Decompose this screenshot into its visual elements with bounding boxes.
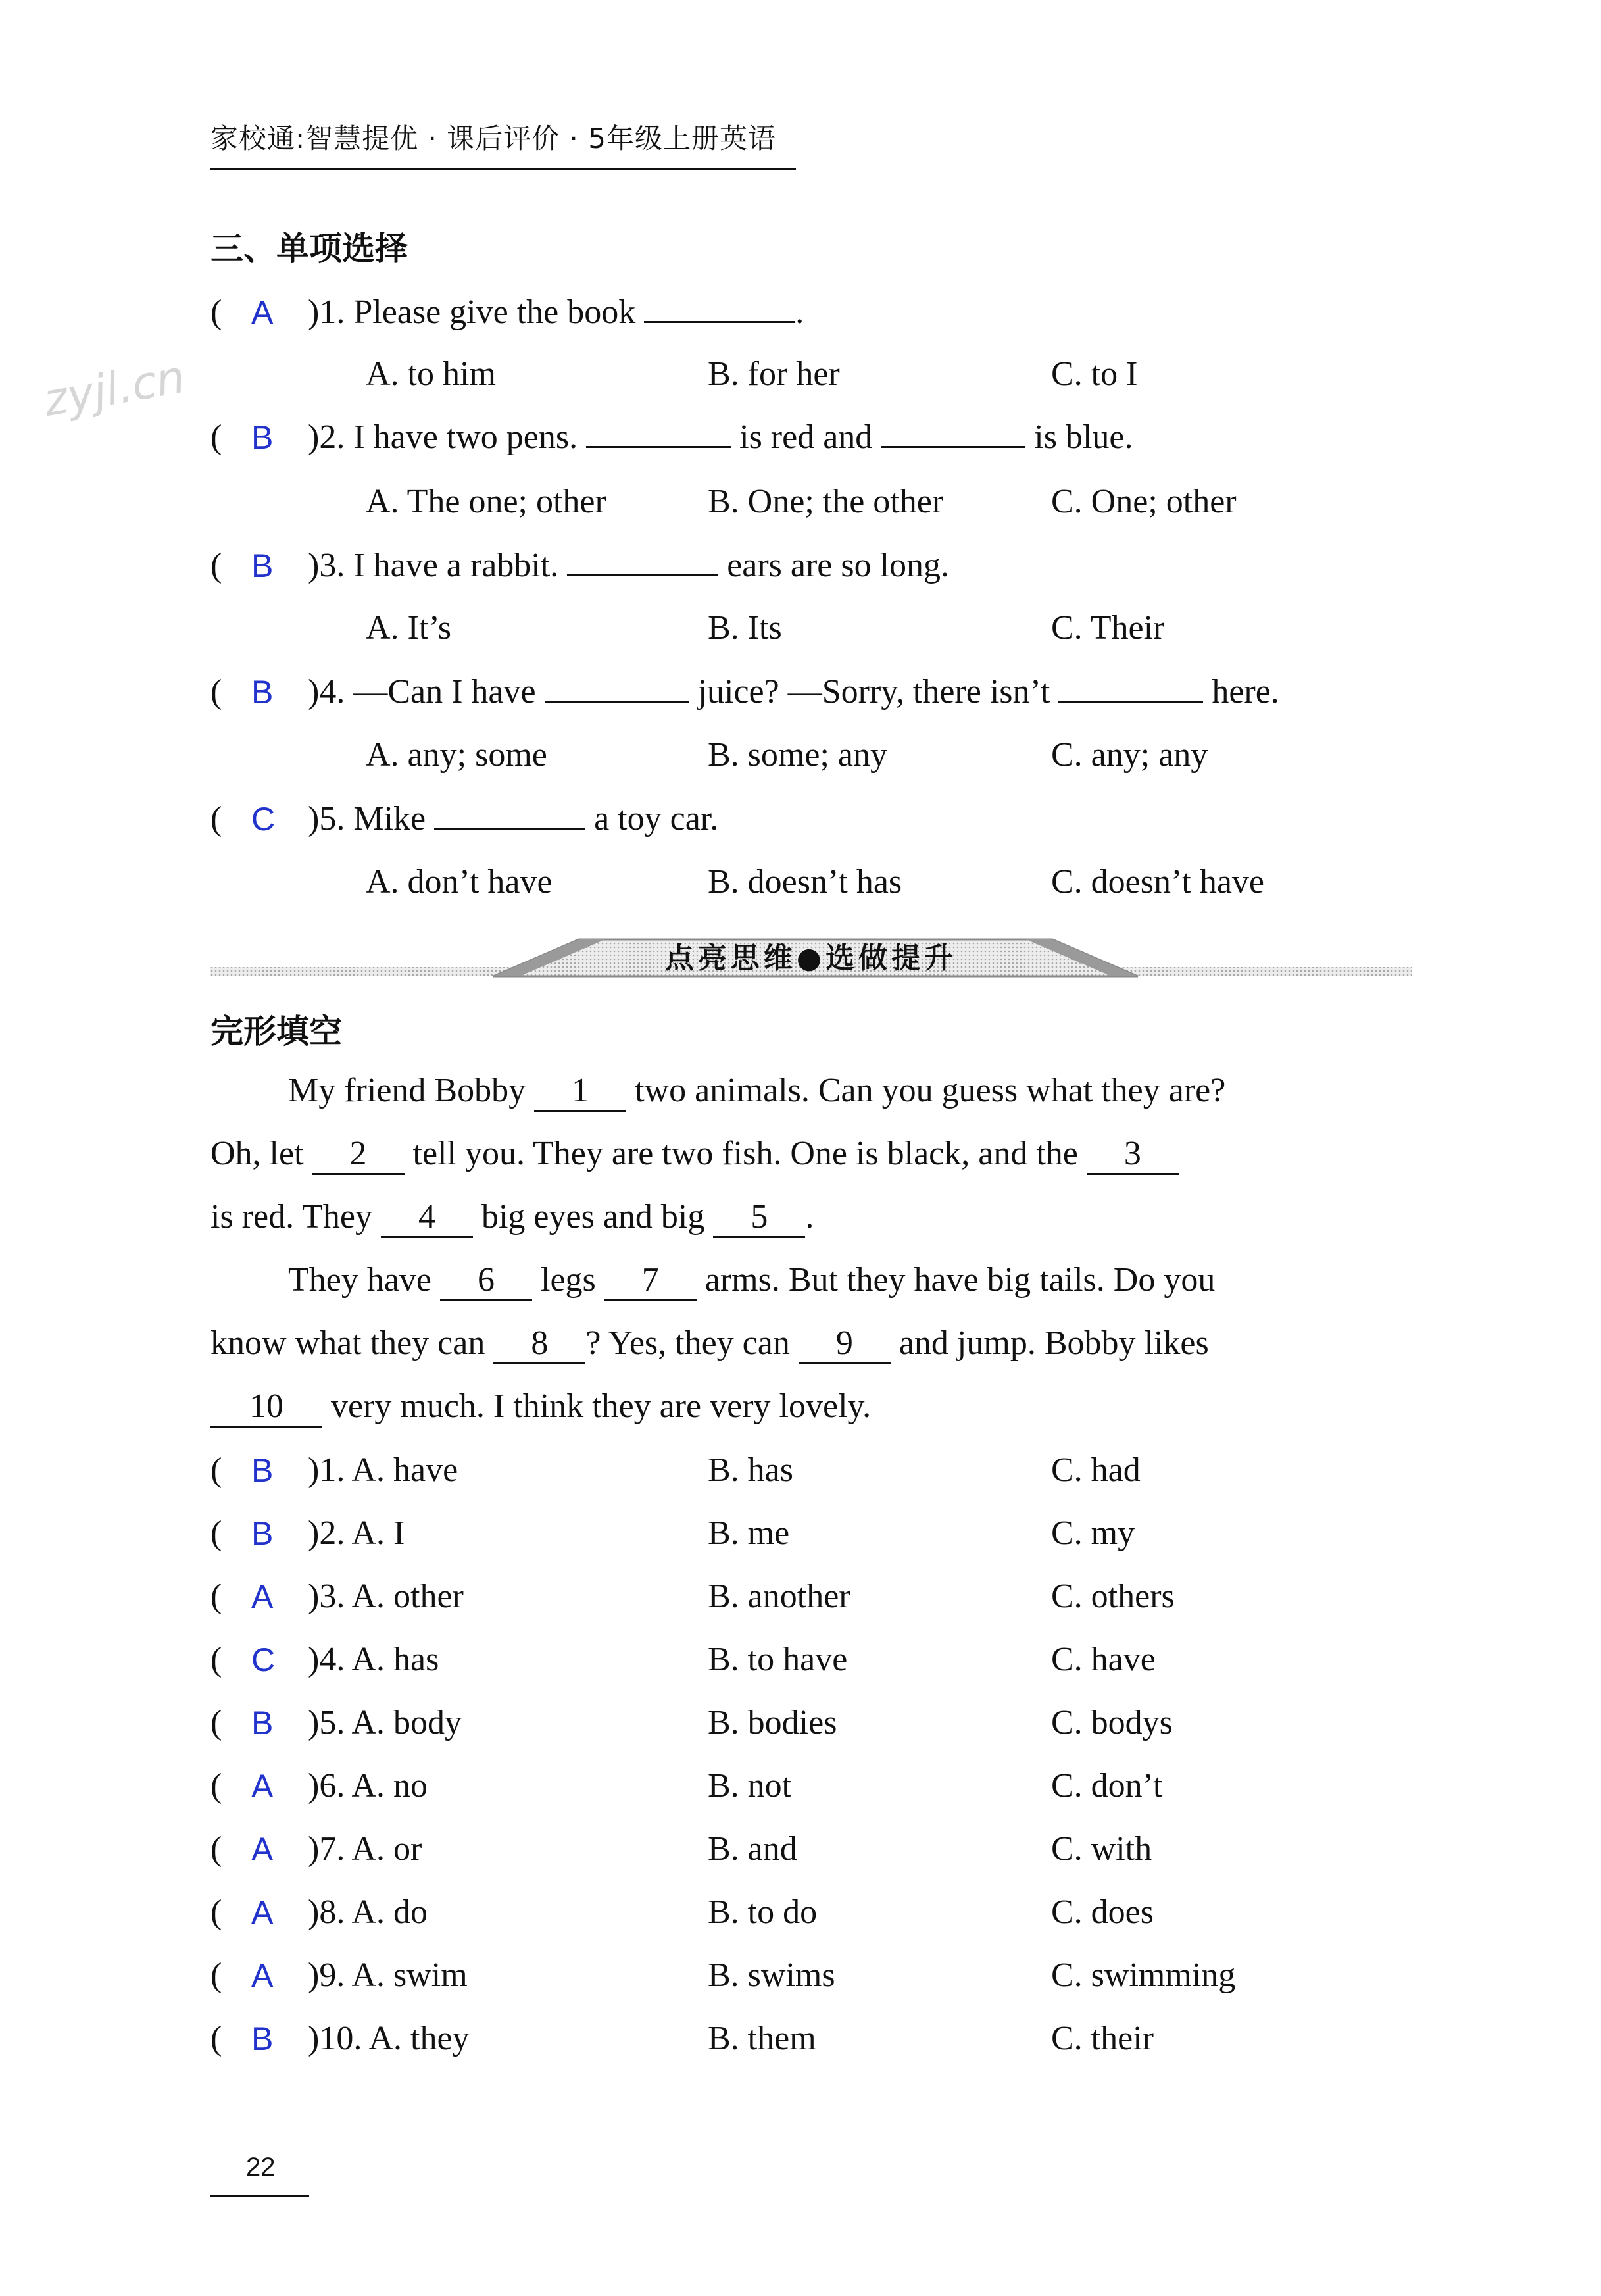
- option-a: A. any; some: [366, 736, 547, 774]
- option-a: A. The one; other: [366, 483, 606, 520]
- option-c: C. swimming: [1051, 1957, 1236, 1994]
- option-c: C. have: [1051, 1641, 1156, 1678]
- question-text: )4. —Can I have juice? —Sorry, there isn’t here.: [308, 662, 1279, 722]
- option-a: )5. A. body: [308, 1704, 462, 1741]
- cloze-blank: 6: [440, 1261, 532, 1301]
- question-text: )1. Please give the book .: [308, 283, 804, 342]
- answer-blank: [567, 540, 718, 576]
- option-b: B. me: [708, 1514, 790, 1552]
- section-banner: [210, 930, 1412, 987]
- answer-blank: [1058, 666, 1203, 703]
- section-title-cloze: 完形填空: [210, 1012, 342, 1051]
- option-b: B. doesn’t has: [708, 863, 902, 901]
- watermark: zyjl.cn: [39, 351, 189, 428]
- paren-open: (: [210, 1451, 222, 1489]
- answer-letter: B: [251, 1515, 274, 1552]
- option-c: C. Their: [1051, 609, 1165, 647]
- passage-line: Oh, let 2 tell you. They are two fish. One is black, and the 3: [210, 1122, 1179, 1185]
- option-c: C. bodys: [1051, 1704, 1173, 1741]
- answer-blank: [545, 666, 689, 703]
- answer-letter: A: [251, 1831, 274, 1868]
- option-b: B. and: [708, 1830, 797, 1868]
- option-b: B. them: [708, 2020, 816, 2057]
- answer-letter: B: [251, 547, 274, 584]
- option-c: C. my: [1051, 1514, 1135, 1552]
- section-title-single-choice: 三、单项选择: [210, 230, 408, 268]
- option-b: B. bodies: [708, 1704, 837, 1741]
- option-c: C. to I: [1051, 355, 1138, 393]
- option-a: )4. A. has: [308, 1641, 439, 1678]
- option-b: B. has: [708, 1451, 793, 1489]
- option-b: B. Its: [708, 609, 782, 647]
- option-b: B. swims: [708, 1957, 835, 1994]
- option-a: )9. A. swim: [308, 1957, 468, 1994]
- paren-open: (: [210, 1514, 222, 1552]
- paren-open: (: [210, 547, 222, 584]
- option-c: C. their: [1051, 2020, 1154, 2057]
- paren-open: (: [210, 1957, 222, 1994]
- paren-open: (: [210, 800, 222, 837]
- answer-letter: C: [251, 1641, 276, 1678]
- cloze-blank: 8: [493, 1324, 585, 1364]
- cloze-blank: 10: [210, 1387, 322, 1428]
- passage-line: know what they can 8 ? Yes, they can 9 and jump. Bobby likes: [210, 1312, 1209, 1375]
- option-b: B. for her: [708, 355, 840, 393]
- answer-blank: [586, 412, 731, 448]
- answer-blank: [644, 287, 795, 323]
- paren-open: (: [210, 2020, 222, 2057]
- question-text: )3. I have a rabbit. ears are so long.: [308, 536, 949, 595]
- cloze-blank: 9: [799, 1324, 891, 1364]
- passage-line: 10 very much. I think they are very lovely.: [210, 1375, 871, 1438]
- option-a: A. It’s: [366, 609, 451, 647]
- option-c: C. don’t: [1051, 1767, 1163, 1805]
- paren-open: (: [210, 1641, 222, 1678]
- option-a: )1. A. have: [308, 1451, 458, 1489]
- answer-letter: B: [251, 1452, 274, 1489]
- answer-letter: A: [251, 294, 274, 331]
- option-b: B. One; the other: [708, 483, 944, 520]
- option-c: C. doesn’t have: [1051, 863, 1264, 901]
- option-a: A. to him: [366, 355, 496, 393]
- cloze-blank: 3: [1087, 1135, 1179, 1175]
- cloze-blank: 5: [713, 1198, 805, 1238]
- answer-letter: A: [251, 1578, 274, 1615]
- answer-letter: A: [251, 1894, 274, 1931]
- answer-letter: A: [251, 1957, 274, 1994]
- option-b: B. to do: [708, 1893, 818, 1931]
- answer-letter: C: [251, 801, 276, 837]
- option-c: C. with: [1051, 1830, 1152, 1868]
- option-c: C. had: [1051, 1451, 1141, 1489]
- passage-line: is red. They 4 big eyes and big 5 .: [210, 1185, 814, 1249]
- header-divider: [210, 168, 796, 170]
- option-c: C. any; any: [1051, 736, 1208, 774]
- option-a: )3. A. other: [308, 1578, 464, 1615]
- passage-line: My friend Bobby 1 two animals. Can you guess what they are?: [288, 1059, 1225, 1122]
- question-text: )5. Mike a toy car.: [308, 789, 718, 849]
- passage-line: They have 6 legs 7 arms. But they have big tails. Do you: [288, 1249, 1215, 1312]
- option-a: )8. A. do: [308, 1893, 428, 1931]
- paren-open: (: [210, 673, 222, 711]
- option-b: B. to have: [708, 1641, 848, 1678]
- paren-open: (: [210, 1578, 222, 1615]
- option-c: C. One; other: [1051, 483, 1237, 520]
- cloze-blank: 4: [381, 1198, 473, 1238]
- banner-title: 点亮思维●选做提升: [664, 941, 958, 975]
- option-b: B. another: [708, 1578, 850, 1615]
- option-c: C. others: [1051, 1578, 1175, 1615]
- answer-letter: B: [251, 1705, 274, 1741]
- paren-open: (: [210, 1767, 222, 1805]
- paren-open: (: [210, 1893, 222, 1931]
- cloze-blank: 7: [604, 1261, 697, 1301]
- page-number-rule: [210, 2195, 309, 2197]
- paren-open: (: [210, 1704, 222, 1741]
- paren-open: (: [210, 293, 222, 331]
- question-text: )2. I have two pens. is red and is blue.: [308, 408, 1133, 467]
- page-number: 22: [246, 2153, 276, 2182]
- option-c: C. does: [1051, 1893, 1154, 1931]
- answer-letter: A: [251, 1768, 274, 1805]
- answer-blank: [434, 793, 585, 830]
- option-a: )10. A. they: [308, 2020, 470, 2057]
- answer-letter: B: [251, 419, 274, 456]
- option-b: B. some; any: [708, 736, 887, 774]
- paren-open: (: [210, 418, 222, 456]
- cloze-blank: 1: [534, 1072, 626, 1112]
- option-a: )2. A. I: [308, 1514, 405, 1552]
- option-a: )6. A. no: [308, 1767, 428, 1805]
- paren-open: (: [210, 1830, 222, 1868]
- option-a: )7. A. or: [308, 1830, 422, 1868]
- answer-letter: B: [251, 674, 274, 711]
- answer-letter: B: [251, 2020, 274, 2057]
- cloze-blank: 2: [312, 1135, 405, 1175]
- option-b: B. not: [708, 1767, 792, 1805]
- answer-blank: [881, 412, 1025, 448]
- page-header: 家校通:智慧提优 · 课后评价 · 5年级上册英语: [210, 122, 776, 155]
- option-a: A. don’t have: [366, 863, 553, 901]
